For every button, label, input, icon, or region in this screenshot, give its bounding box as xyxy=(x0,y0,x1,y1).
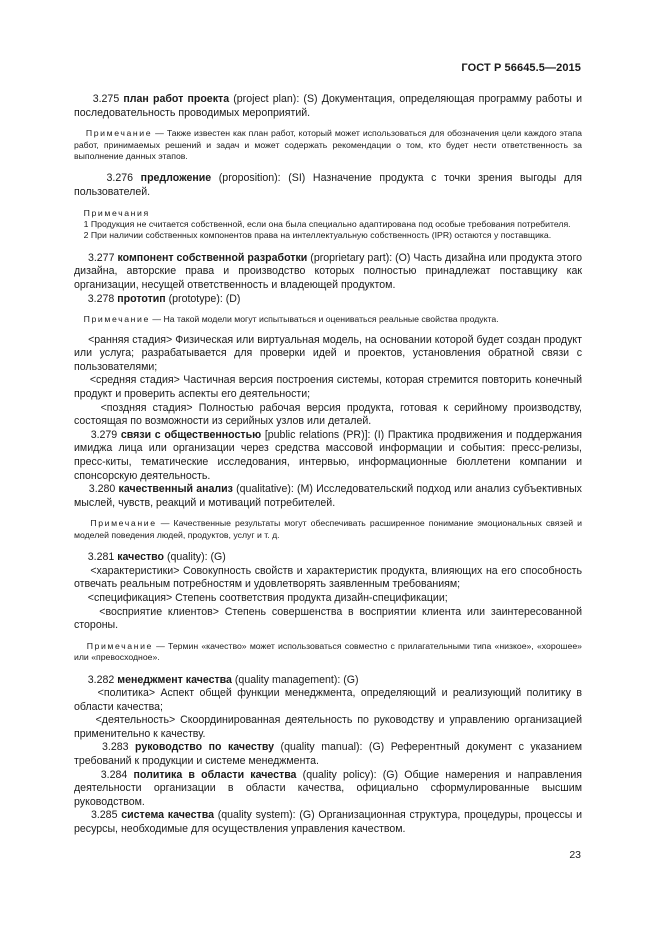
entry-3-277 xyxy=(74,252,582,293)
sense-specification: <спецификация> Степень соответствия продукта дизайн-спецификации; xyxy=(87,591,448,604)
entry-number: 3.280 xyxy=(88,483,116,496)
entry-3-282 xyxy=(74,674,582,688)
entry-definition: (quality system): (G) Организационная структура, процедуры, процессы и ресурсы, необходимые для осуществления управления качеством. xyxy=(74,809,582,836)
entry-number: 3.281 xyxy=(87,551,115,564)
note-1-3-276 xyxy=(74,219,582,230)
note-2-3-276 xyxy=(74,230,582,241)
note-text: — Качественные результаты могут обеспечивать расширенное понимание эмоциональных связей и моделей поведения людей, продуктов, услуг и т. д. xyxy=(74,518,582,540)
entry-3-276 xyxy=(74,172,582,199)
entry-definition: (quality manual): (G) Референтный документ с указанием требований к продукции и системе менеджмента. xyxy=(74,741,582,768)
note-3-275 xyxy=(74,128,582,162)
entry-number: 3.283 xyxy=(102,741,129,754)
entry-3-285 xyxy=(74,809,582,836)
entry-definition: (proposition): (SI) Назначение продукта с точки зрения выгоды для пользователей. xyxy=(74,172,583,198)
sense-characteristics: <характеристики> Совокупность свойств и характеристик продукта, влияющих на его способность отвечать реальным потребностям и удовлетворять заявленным требованиям; xyxy=(74,564,582,591)
entry-definition: (quality): (G) xyxy=(164,551,226,564)
entry-number: 3.277 xyxy=(87,251,115,264)
entry-term: менеджмент качества xyxy=(117,673,232,686)
entry-number: 3.279 xyxy=(90,428,118,441)
entry-number: 3.276 xyxy=(106,172,134,185)
note-label: Примечание xyxy=(85,128,153,139)
entry-3-283 xyxy=(74,741,582,768)
note-label: Примечание xyxy=(86,640,153,651)
notes-label: Примечания xyxy=(83,207,150,218)
entry-term: руководство по качеству xyxy=(135,741,275,754)
entry-term: прототип xyxy=(117,292,166,305)
note-text: — Термин «качество» может использоваться совместно с прилагательными типа «низкое», «хорошее» или «превосходное». xyxy=(74,640,582,663)
entry-definition: (qualitative): (M) Исследовательский подход или анализ субъективных мыслей, чувств, реакций и мотиваций потребителей. xyxy=(74,483,582,509)
note-text: 2 При наличии собственных компонентов права на интеллектуальную собственность (IPR) остаются у поставщика. xyxy=(83,230,552,241)
entry-3-278 xyxy=(74,293,582,307)
entry-term: качество xyxy=(117,551,165,564)
entry-definition: (project plan): (S) Документация, определяющая программу работы и последовательность проводимых мероприятий. xyxy=(74,93,583,119)
entry-term: политика в области качества xyxy=(133,768,297,781)
sense-customer-perception: <восприятие клиентов> Степень совершенства в восприятии клиента или заинтересованной стороны. xyxy=(74,605,582,632)
entry-3-284 xyxy=(74,769,582,810)
entry-definition: (quality policy): (G) Общие намерения и направления деятельности организации в области качества, официально сформулированные высшим руководством. xyxy=(74,768,582,808)
entry-definition: [public relations (PR)]: (I) Практика продвижения и поддержания имиджа лица или организации через средства массовой информации и события: пресс-релизы, пресс-киты, тематические исследования, интервью, информационные бюллетени компании и спонсорскую деятельность. xyxy=(74,428,582,482)
entry-term: связи с общественностью xyxy=(120,428,262,441)
entry-number: 3.278 xyxy=(87,292,115,305)
entry-term: качественный анализ xyxy=(118,483,233,496)
sense-policy: <политика> Аспект общей функции менеджмента, определяющий и реализующий политику в области качества; xyxy=(74,687,582,713)
entry-number: 3.284 xyxy=(100,768,128,781)
note-text: — На такой модели могут испытываться и оцениваться реальные свойства продукта. xyxy=(149,314,499,325)
page-number: 23 xyxy=(569,849,581,861)
note-3-280 xyxy=(74,518,582,541)
entry-term: план работ проекта xyxy=(123,93,230,105)
entry-definition: (quality management): (G) xyxy=(231,673,359,686)
sense-activity: <деятельность> Скоординированная деятельность по руководству и управлению организацией применительно к качеству. xyxy=(74,714,582,740)
entry-definition: (proprietary part): (O) Часть дизайна или продукта этого дизайна, авторские права и производство которых полностью принадлежат поставщику как организации, несущей ответственность и владеющей продуктом. xyxy=(74,251,582,291)
note-label: Примечание xyxy=(83,314,150,325)
entry-number: 3.282 xyxy=(87,673,115,686)
document-body xyxy=(74,93,582,837)
note-3-278 xyxy=(74,314,582,325)
entry-number: 3.285 xyxy=(90,809,118,822)
entry-3-281 xyxy=(74,551,582,565)
note-label: Примечание xyxy=(90,518,157,529)
note-text: 1 Продукция не считается собственной, если она была специально адаптирована под особые требования потребителя. xyxy=(83,219,571,229)
entry-term: система качества xyxy=(121,809,214,822)
entry-3-275 xyxy=(74,93,582,120)
sense-early-stage: <ранняя стадия> Физическая или виртуальная модель, на основании которой будет создан продукт или услуга; разрабатывается для проверки идей и проектов, установления обратной связи с пользователями; xyxy=(74,333,583,373)
entry-term: предложение xyxy=(140,172,212,185)
note-text: — Также известен как план работ, который может использоваться для обозначения цели каждого этапа работ, принимаемых решений и задач и может содержать рекомендации о том, кто будет нести ответственность за выполнение данных этапов. xyxy=(74,128,582,161)
entry-3-280 xyxy=(74,483,582,510)
entry-3-279 xyxy=(74,429,582,483)
entry-term: компонент собственной разработки xyxy=(117,251,308,264)
entry-definition: (prototype): (D) xyxy=(165,292,241,305)
standard-header: ГОСТ Р 56645.5—2015 xyxy=(461,62,581,74)
entry-number: 3.275 xyxy=(92,93,120,105)
sense-middle-stage: <средняя стадия> Частичная версия построения системы, которая стремится повторить конечный продукт и проверить аспекты его деятельности; xyxy=(74,374,582,400)
note-3-281 xyxy=(74,641,582,664)
notes-heading-3-276 xyxy=(74,208,582,219)
sense-late-stage: <поздняя стадия> Полностью рабочая версия продукта, готовая к серийному производству, состоящая по возможности из серийных узлов или деталей. xyxy=(74,401,582,428)
